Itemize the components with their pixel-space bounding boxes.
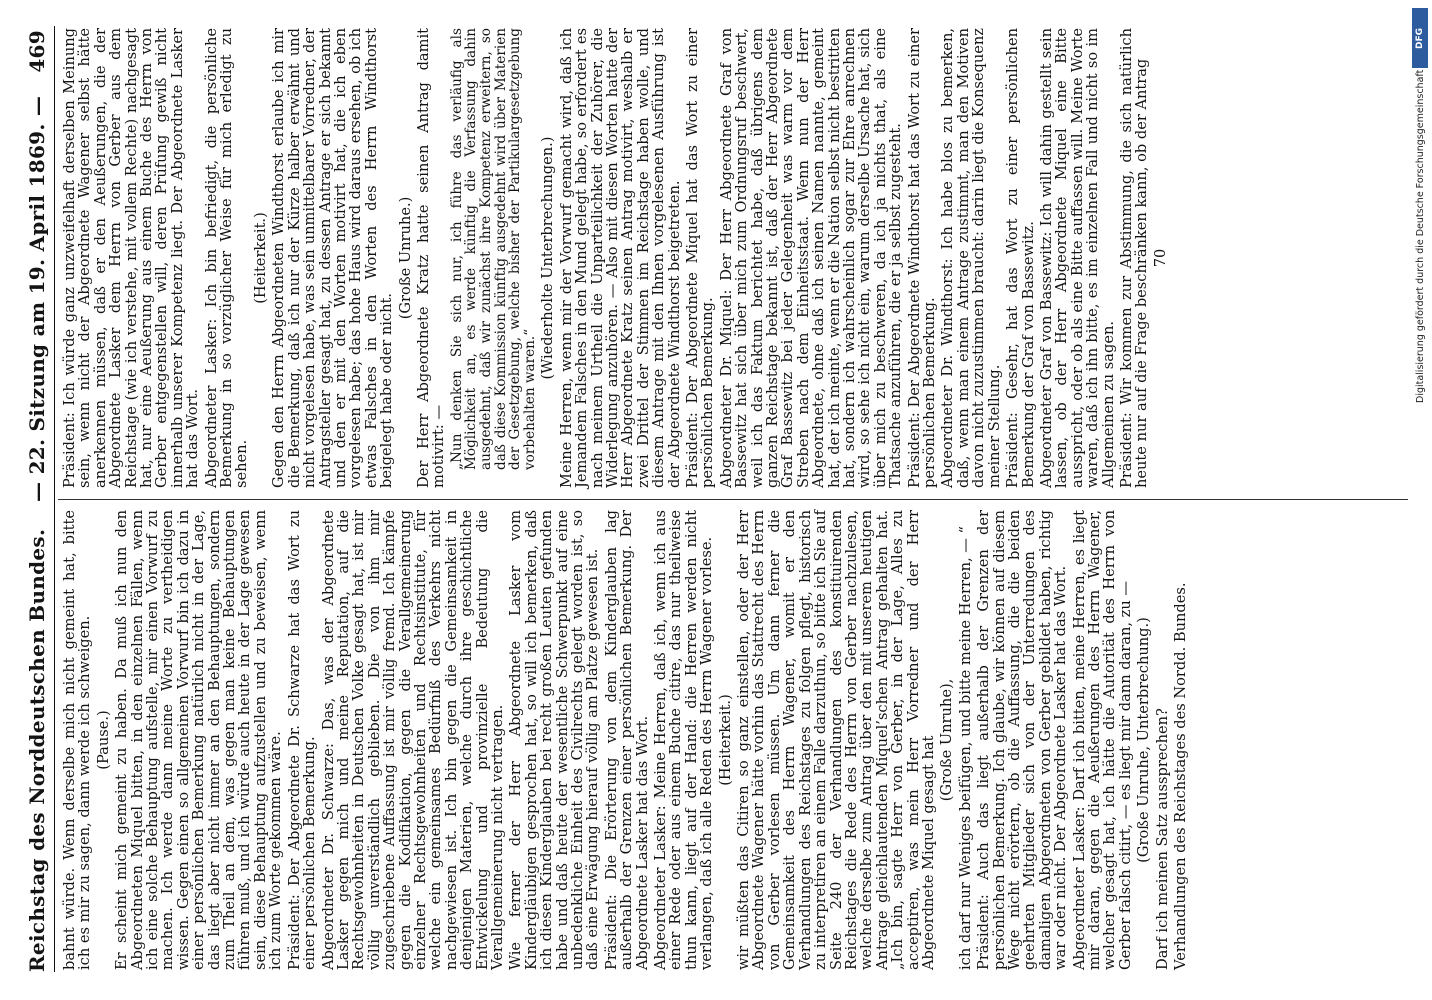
paragraph: Abgeordneter Lasker: Ich bin befriedigt, die persönliche Bemerkung in so vorzüglicher Weise für mich erledigt zu sehen.	[202, 28, 251, 488]
paragraph: Abgeordneter Dr. Schwarze: Das, was der Abgeordnete Lasker gegen mich und meine Reputation, auf die Rechtsgewohnheiten in Deutschen Volke gesagt hat, ist mir völlig unverständlich geblieben. Die von ihm mir zugeschriebene Auffassung ist mir völlig fremd. Ich kämpfe gegen die Kodifikation, gegen die Verallgemeinerung einzelner Rechtsgewohnheiten und Rechtsinstitute, für welche ein gemeinsames Bedürfniß des Verkehrs nicht nachgewiesen ist. Ich bin gegen die Gemeinsamkeit in denjenigen Materien, welche durch ihre geschichtliche Entwickelung und provinzielle Bedeutung die Verallgemeinerung nicht vertragen.	[319, 510, 506, 970]
paragraph: Präsident: Der Abgeordnete Windthorst hat das Wort zu einer persönlichen Bemerkung.	[905, 28, 939, 488]
paragraph: ich darf nur Weniges beifügen, und bitte meine Herren, — “	[956, 525, 974, 970]
paragraph: Abgeordneter Lasker: Darf ich bitten, meine Herren, es liegt mir daran, gegen die Aeußerungen des Herrn Wagener, welcher gesagt hat, ich hätte die Autorität des Herrn von Gerber falsch citirt, — es liegt mir dann daran, zu —	[1070, 510, 1134, 970]
paragraph: Präsident: Gesehr, hat das Wort zu einer persönlichen Bemerkung der Graf von Bassewitz.	[1004, 28, 1037, 488]
paragraph: Verhandlungen des Reichstages des Nordd. Bundes.	[1172, 582, 1190, 970]
paragraph: Abgeordneter Lasker: Meine Herren, daß ich, wenn ich aus einer Rede oder aus einem Buche citire, das nur theilweise thun kann, liegt auf der Hand: die Herren werden nicht verlangen, daß ich alle Reden des Herrn Wagener vorlese.	[652, 510, 716, 970]
paragraph: Präsident: Ich würde ganz unzweifelhaft derselben Meinung sein, wenn nicht der Abgeordnete Wagener selbst hätte anerkennen müssen, daß er den Aeußerungen, die der Abgeordnete Lasker dem Herrn von Gerber aus dem Reichstage (wie ich verstehe, mit vollem Rechte) nachgesagt hat, nur eine Aeußerung aus einem Buche des Herrn von Gerber entgegenstellen will, deren Prüfung gewiß nicht innerhalb unserer Kompetenz liegt. Der Abgeordnete Lasker hat das Wort.	[61, 28, 202, 488]
paragraph: Abgeordneter Dr. Miquel: Der Herr Abgeordnete Graf von Bassewitz hat sich über mich zum Ordnungsruf beschwert, weil ich das Faktum berichtet habe, daß übrigens dem ganzen Reichstage bekannt ist, daß der Herr Abgeordnete Graf Bassewitz bei jeder Gelegenheit was warm vor dem Streben nach dem Einheitsstaat. Wenn nun der Herr Abgeordnete, ohne daß ich seinen Namen nannte, gemeint hat, der ich meinte, wenn er die Nation selbst nicht bestritten hat, sondern ich wahrscheinlich sogar zur Ehre anrechnen wird, so sehe ich nicht ein, warum derselbe Ursache hat, sich über mich zu beschweren, da ich ja nichts that, als eine Thatsache anzuführen, die er ja selbst zugesteht.	[717, 28, 905, 488]
right-column	[62, 28, 1171, 488]
paragraph: Gegen den Herrn Abgeordneten Windthorst erlaube ich mir die Bemerkung, daß ich nur der Kürze halber erwähnt und nicht vorgelesen habe, was sein unmittelbarer Vorredner, der Antragsteller gesagt hat, zu dessen Antrage er sich bekannt und den er mit den Worten motivirt hat, die ich eben vorgelesen habe; das hohe Haus wird daraus ersehen, ob ich etwas Falsches in den Worten des Herrn Windthorst beigelegt habe oder nicht.	[270, 28, 396, 488]
stage-direction: (Pause.)	[94, 710, 112, 770]
stage-direction: (Heiterkeit.)	[251, 212, 269, 304]
paragraph: Präsident: Auch das liegt außerhalb der Grenzen der persönlichen Bemerkung. Ich glaube, wir können auf diesem Wege nicht erörtern, ob die Auffassung, die die beiden geehrten Mitglieder sich von der Unterredungen des damaligen Abgeordneten von Gerber gebildet haben, richtig war oder nicht. Der Abgeordnete Lasker hat das Wort.	[975, 510, 1070, 970]
paragraph: Präsident: Wir kommen zur Abstimmung, die sich natürlich heute nur auf die Frage beschränken kann, ob der Antrag	[1117, 28, 1151, 488]
stage-direction: 70	[1151, 248, 1169, 268]
left-column	[62, 510, 1191, 970]
column-divider	[58, 499, 1408, 500]
paragraph: Präsident: Der Abgeordnete Miquel hat das Wort zu einer persönlichen Bemerkung.	[683, 28, 717, 488]
paragraph: Wie ferner der Herr Abgeordnete Lasker vom Kindergläubigen gesprochen hat, so will ich bemerken, daß ich diesen Kinderglauben bei recht großen Leuten gefunden habe und daß heute der wesentliche Schwerpunkt auf eine unbedenkliche Einheit des Civilrechts gelegt worden ist, so daß eine Erwägung hierauf völlig am Platze gewesen ist.	[507, 510, 602, 970]
paragraph: Präsident: Die Erörterung von dem Kinderglauben lag außerhalb der Grenzen einer persönlichen Bemerkung. Der Abgeordnete Lasker hat das Wort.	[602, 510, 651, 970]
paragraph: Abgeordneter Graf von Bassewitz: Ich will dahin gestellt sein lassen, ob der Herr Abgeordnete Miquel eine Bitte ausspricht, oder ob als eine Bitte auffassen will. Meine Worte waren, daß ich ihn bitte, es im einzelnen Fall und nicht so im Allgemeinen zu sagen.	[1037, 28, 1117, 488]
header-session: — 22. Sitzung am 19. April 1869. —	[25, 95, 49, 502]
stage-direction: (Heiterkeit.)	[716, 694, 734, 786]
paragraph: Der Herr Abgeordnete Kratz hatte seinen Antrag damit motivirt: —	[414, 28, 448, 488]
paragraph: bahnt würde. Wenn derselbe mich nicht gemeint hat, bitte ich es mir zu sagen, dann werde ich schweigen.	[61, 510, 94, 970]
stage-direction: (Wiederholte Unterbrechungen.)	[539, 136, 557, 380]
stage-direction: (Große Unruhe.)	[396, 196, 414, 320]
paragraph: Darf ich meinen Satz aussprechen?	[1153, 708, 1171, 970]
paragraph: Abgeordneter Dr. Windthorst: Ich habe blos zu bemerken, daß, wenn man einem Antrage zustimmt, man den Motiven davon nicht zuzustimmen braucht: darin liegt die Konsequenz meiner Stellung.	[939, 28, 1003, 488]
paragraph: wir müßten das Citiren so ganz einstellen, oder der Herr Abgeordnete Wagener hätte vorhin das Stattrecht des Herrn von Gerber vorlesen müssen. Um dann ferner die Gemeinsamkeit des Herrn Wagener, womit er den Verhandlungen des Reichstages zu folgen pflegt, historisch zu interpretiren an einem Falle darzuthun, so bitte ich Sie auf Seite 240 der Verhandlungen des konstituirenden Reichstages die Rede des Herrn von Gerber nachzulesen, welche derselbe zum Antrag über den mit unserem heutigen Antrage gleichlautenden Miquel’schen Antrag gehalten hat. „Ich bin, sagte Herr von Gerber, in der Lage, Alles zu acceptiren, was mein Herr Vorredner und der Herr Abgeordnete Miquel gesagt hat	[735, 510, 937, 970]
paragraph: Meine Herren, wenn mir der Vorwurf gemacht wird, daß ich Jemandem Falsches in den Mund gelegt habe, so erfordert es nach meinem Urtheil die Unparteilichkeit der Zuhörer, die Widerlegung anzuhören. — Also mit diesen Worten hatte der Herr Abgeordnete Kratz seinen Antrag motivirt, weshalb er zwei Drittel der Stimmen im Reichstage haben wolle, und diesem Antrage mit den Ihnen vorgelesenen Ausführung ist der Abgeordnete Windthorst beigetreten.	[557, 28, 683, 488]
page-number: 469	[25, 30, 49, 73]
header-title: Reichstag des Norddeutschen Bundes.	[25, 528, 49, 972]
dfg-logo: DFG	[1412, 8, 1428, 68]
paragraph: Präsident: Der Abgeordnete Dr. Schwarze hat das Wort zu einer persönlichen Bemerkung.	[285, 510, 319, 970]
stage-direction: (Große Unruhe, Unterbrechung.)	[1135, 617, 1153, 863]
stage-direction: (Große Unruhe),	[938, 678, 956, 802]
digitization-credit: Digitalisierung gefördert durch die Deutsche Forschungsgemeinschaft	[1415, 70, 1426, 404]
paragraph: „Nun denken Sie sich nur, ich führe das verläufig als Möglichkeit an, es werde künftig die Verfassung dahin ausgedehnt, daß wir zunächst ihre Kompetenz erweitern, so daß diese Kommission künftig ausgedehnt wird über Materien der Gesetzgebung, welche bisher der Partikulargesetzgebung vorbehalten waren.“	[448, 28, 538, 470]
page-header	[25, 26, 55, 972]
paragraph: Er scheint mich gemeint zu haben. Da muß ich nun den Abgeordneten Miquel bitten, in den einzelnen Fällen, wenn ich eine solche Behauptung aufstelle, mir einen Vorwurf zu machen. Ich werde dann meine Worte zu vertheidigen wissen. Gegen einen so allgemeinen Vorwurf bin ich dazu in einer persönlichen Bemerkung natürlich nicht in der Lage, das liegt aber nicht immer an den Behauptungen, sondern zum Theil an dem, was gegen man keine Behauptungen führen muß, und ich würde auch heute in der Lage gewesen sein, diese Behauptung aufzustellen und zu beweisen, wenn ich zum Worte gekommen wäre.	[113, 510, 285, 970]
